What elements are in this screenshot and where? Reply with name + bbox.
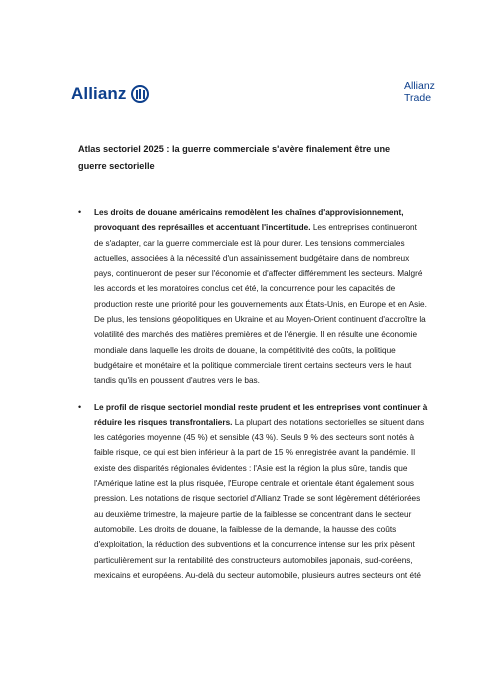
logo-text: Allianz — [71, 84, 127, 103]
bullet-icon: • — [78, 401, 82, 412]
allianz-eagle-icon — [131, 85, 149, 103]
list-item — [78, 400, 428, 584]
bullet-list — [78, 205, 428, 594]
allianz-logo — [71, 84, 149, 104]
bullet-text: La plupart des notations sectorielles se situent dans les catégories moyenne (45 %) et sensible (43 %). Seuls 9 % des secteurs sont notés à faible risque, ce qui est bien inférieur à la part de 15 % enregistrée avant la pandémie. Il existe des disparités régionales évidentes : l'Asie est la région la plus sûre, tandis que l'Amérique latine est la plus risquée, l'Europe centrale et orientale étant également sous pression. Les notations de risque sectoriel d'Allianz Trade se sont légèrement détériorées au deuxième trimestre, la majeure partie de la faiblesse se concentrant dans le secteur automobile. Les droits de douane, la faiblesse de la demande, la hausse des coûts d'exploitation, la réduction des subventions et la concurrence intense sur les prix pèsent particulièrement sur la rentabilité des constructeurs automobiles japonais, sud-coréens, mexicains et européens. Au-delà du secteur automobile, plusieurs autres secteurs ont été — [94, 417, 425, 580]
bullet-heading: Le profil de risque sectoriel mondial reste prudent et les entreprises vont continuer à réduire les risques transfrontaliers. — [94, 402, 428, 427]
bullet-text: Les entreprises continueront de s'adapter, car la guerre commerciale est là pour durer. Les tensions commerciales actuelles, associées à la nécessité d'un assainissement budgétaire dans de nombreux pays, continueront de peser sur l'économie et d'affecter différemment les secteurs. Malgré les accords et les moratoires conclus cet été, la concurrence pour les capacités de production reste une priorité pour les gouvernements aux États-Unis, en Europe et en Asie. De plus, les tensions géopolitiques en Ukraine et au Moyen-Orient continuent d'accroître la volatilité des marchés des matières premières et de l'énergie. Il en résulte une économie mondiale dans laquelle les droits de douane, la compétitivité des coûts, la politique budgétaire et monétaire et la politique commerciale tirent certains secteurs vers le haut tandis qu'ils en poussent d'autres vers le bas. — [94, 223, 427, 386]
document-title: Atlas sectoriel 2025 : la guerre commerciale s'avère finalement être une guerre sectorielle — [78, 144, 391, 171]
brand-right-text: Allianz Trade — [404, 80, 435, 104]
list-item — [78, 205, 428, 389]
bullet-icon: • — [78, 207, 82, 217]
bullet-heading: Les droits de douane américains remodèlent les chaînes d'approvisionnement, provoquant des représailles et accentuant l'incertitude. — [94, 208, 404, 233]
